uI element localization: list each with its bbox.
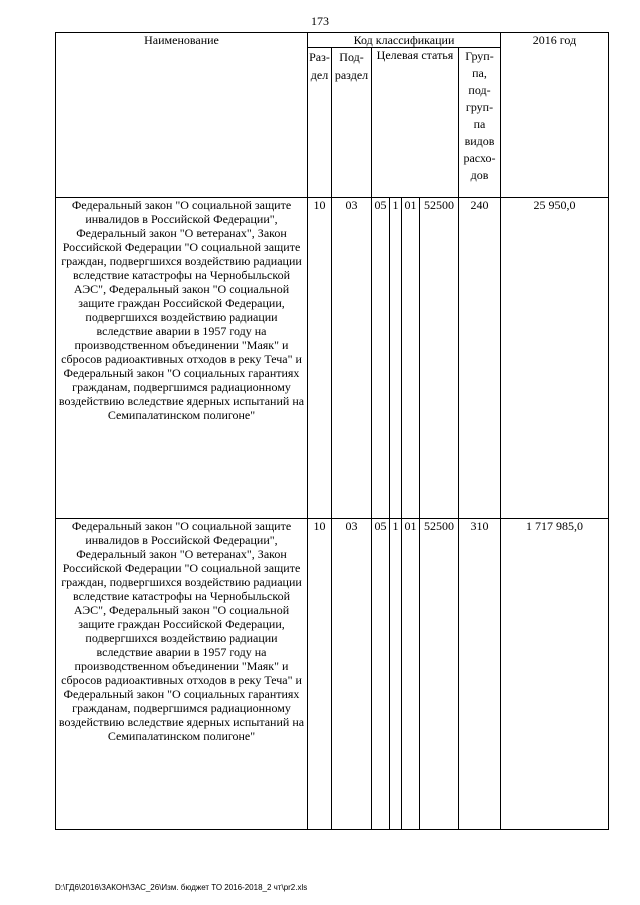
table-row: [56, 519, 609, 830]
row-target-part-1: 05: [372, 519, 390, 830]
row-section: 10: [308, 519, 332, 830]
header-target-article: Целевая статья: [372, 48, 459, 198]
row-target-part-3: 01: [402, 519, 420, 830]
row-subsection: 03: [332, 519, 372, 830]
row-amount: 25 950,0: [501, 198, 609, 519]
row-amount: 1 717 985,0: [501, 519, 609, 830]
budget-table: [55, 32, 609, 830]
file-path-footer: D:\ГД6\2016\ЗАКОН\ЗАС_26\Изм. бюджет ТО 2016-2018_2 чт\pr2.xls: [55, 883, 308, 892]
row-target-part-2: 1: [390, 198, 402, 519]
row-section: 10: [308, 198, 332, 519]
header-subsection: Под- раздел: [332, 48, 372, 198]
row-expense-group: 310: [459, 519, 501, 830]
header-code-group: Код классификации: [308, 33, 501, 48]
row-target-part-3: 01: [402, 198, 420, 519]
header-row-1: [56, 33, 609, 48]
page-number: 173: [311, 14, 329, 28]
row-expense-group: 240: [459, 198, 501, 519]
row-subsection: 03: [332, 198, 372, 519]
row-target-part-4: 52500: [420, 198, 459, 519]
row-name: Федеральный закон "О социальной защите инвалидов в Российской Федерации", Федеральный закон "О ветеранах", Закон Российской Федерации "О социальной защите граждан, подвергшихся воздействию радиации вследствие катастрофы на Чернобыльской АЭС", Федеральный закон "О социальной защите граждан Российской Федерации, подвергшихся воздействию радиации вследствие аварии в 1957 году на производственном объединении "Маяк" и сбросов радиоактивных отходов в реку Теча" и Федеральный закон "О социальных гарантиях гражданам, подвергшимся радиационному воздействию вследствие ядерных испытаний на Семипалатинском полигоне": [56, 198, 308, 519]
header-year: 2016 год: [501, 33, 609, 198]
row-target-part-2: 1: [390, 519, 402, 830]
header-section: Раз- дел: [308, 48, 332, 198]
header-expense-group: Груп- па, под- груп- па видов расхо- дов: [459, 48, 501, 198]
row-target-part-4: 52500: [420, 519, 459, 830]
row-target-part-1: 05: [372, 198, 390, 519]
table-row: [56, 198, 609, 519]
header-name: Наименование: [56, 33, 308, 198]
row-name: Федеральный закон "О социальной защите инвалидов в Российской Федерации", Федеральный закон "О ветеранах", Закон Российской Федерации "О социальной защите граждан, подвергшихся воздействию радиации вследствие катастрофы на Чернобыльской АЭС", Федеральный закон "О социальной защите граждан Российской Федерации, подвергшихся воздействию радиации вследствие аварии в 1957 году на производственном объединении "Маяк" и сбросов радиоактивных отходов в реку Теча" и Федеральный закон "О социальных гарантиях гражданам, подвергшимся радиационному воздействию вследствие ядерных испытаний на Семипалатинском полигоне": [56, 519, 308, 830]
